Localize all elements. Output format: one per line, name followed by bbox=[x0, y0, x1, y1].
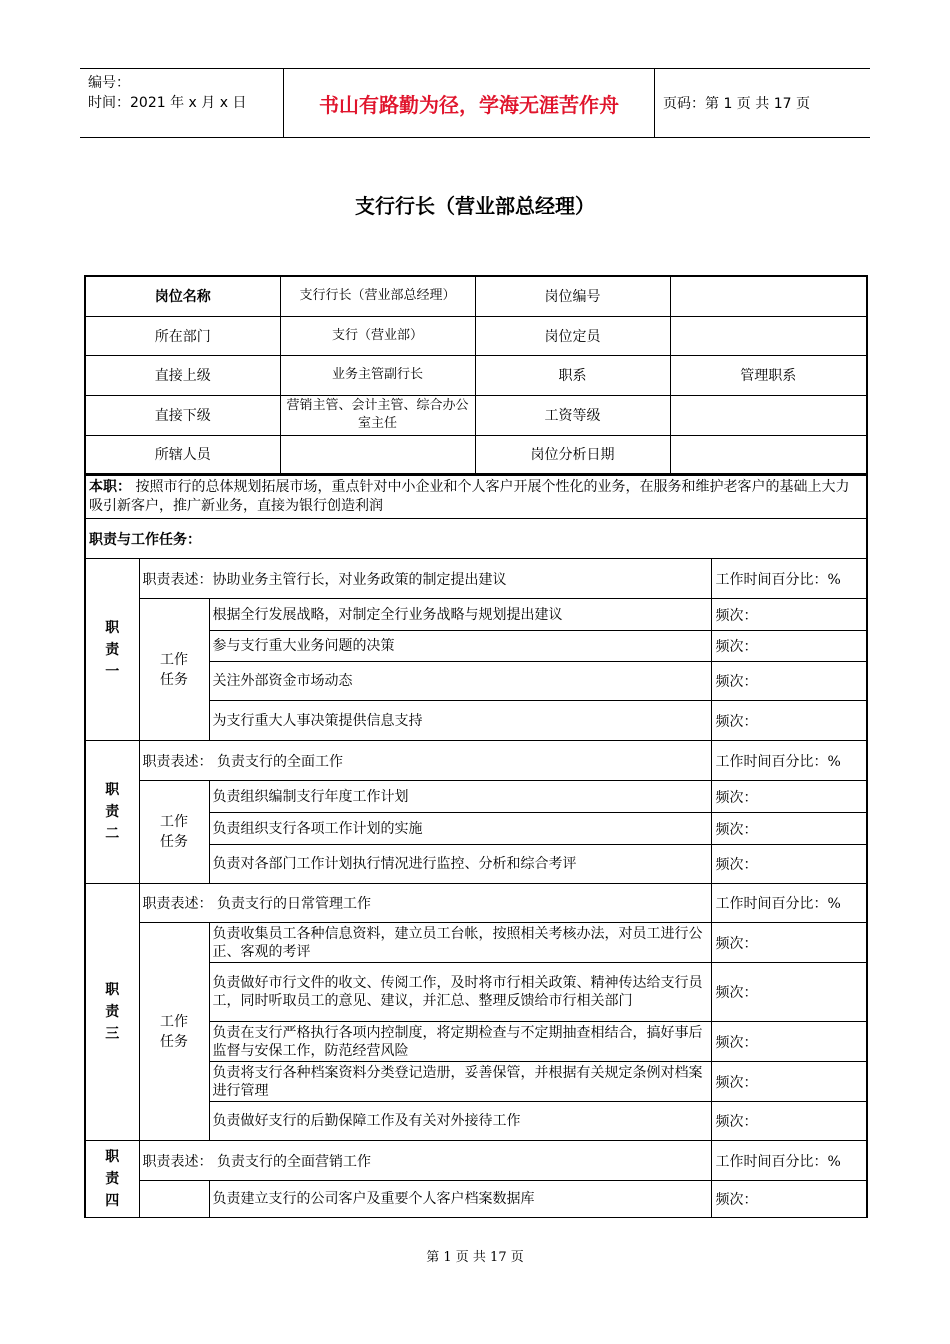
label-position-code: 岗位编号 bbox=[475, 276, 670, 316]
value-department: 支行（营业部） bbox=[280, 316, 475, 355]
label-direct-superior: 直接上级 bbox=[85, 355, 280, 395]
duty-3-task-label bbox=[139, 923, 209, 1141]
value-salary-grade bbox=[670, 395, 867, 435]
summary-row bbox=[85, 475, 867, 519]
doc-number-label: 编号： bbox=[88, 75, 130, 91]
duty-4-task-1: 负责建立支行的公司客户及重要个人客户档案数据库 bbox=[209, 1181, 711, 1218]
freq-label: 频次： bbox=[711, 1181, 867, 1218]
duty-2-name bbox=[85, 741, 139, 884]
duty-1-task-4: 为支行重大人事决策提供信息支持 bbox=[209, 701, 711, 741]
duty-4-label: 职责四 bbox=[105, 1149, 120, 1209]
freq-label: 频次： bbox=[711, 963, 867, 1022]
freq-label: 频次： bbox=[711, 845, 867, 884]
label-department: 所在部门 bbox=[85, 316, 280, 355]
freq-label: 频次： bbox=[711, 813, 867, 845]
duty-1-task-label bbox=[139, 599, 209, 741]
position-info-table bbox=[84, 275, 868, 475]
duty-1-name bbox=[85, 559, 139, 741]
task-row bbox=[85, 781, 867, 813]
summary-cell bbox=[85, 475, 867, 519]
duty-3-pct: 工作时间百分比：% bbox=[711, 884, 867, 923]
duty-3-statement: 职责表述： 负责支行的日常管理工作 bbox=[139, 884, 711, 923]
header-page-code: 页码：第 1 页 共 17 页 bbox=[663, 96, 810, 112]
label-staff: 所辖人员 bbox=[85, 435, 280, 474]
table-row bbox=[85, 395, 867, 435]
duty-1-statement: 职责表述：协助业务主管行长，对业务政策的制定提出建议 bbox=[139, 559, 711, 599]
header-motto: 书山有路勤为径，学海无涯苦作舟 bbox=[283, 69, 655, 137]
duty-4-statement: 职责表述： 负责支行的全面营销工作 bbox=[139, 1141, 711, 1181]
duty-statement-row bbox=[85, 1141, 867, 1181]
freq-label: 频次： bbox=[711, 1022, 867, 1062]
value-analysis-date bbox=[670, 435, 867, 474]
duty-2-task-3: 负责对各部门工作计划执行情况进行监控、分析和综合考评 bbox=[209, 845, 711, 884]
table-row bbox=[85, 316, 867, 355]
table-row bbox=[85, 435, 867, 474]
duties-header: 职责与工作任务： bbox=[85, 519, 867, 559]
duty-1-task-label-text: 工作任务 bbox=[160, 651, 188, 688]
duty-2-statement: 职责表述： 负责支行的全面工作 bbox=[139, 741, 711, 781]
duty-3-task-5: 负责做好支行的后勤保障工作及有关对外接待工作 bbox=[209, 1102, 711, 1141]
duty-3-label: 职责三 bbox=[105, 982, 120, 1042]
freq-label: 频次： bbox=[711, 662, 867, 701]
freq-label: 频次： bbox=[711, 781, 867, 813]
duties-header-row bbox=[85, 519, 867, 559]
duty-1-label: 职责一 bbox=[105, 619, 120, 680]
value-position-name: 支行行长（营业部总经理） bbox=[280, 276, 475, 316]
value-staff bbox=[280, 435, 475, 474]
doc-time-label: 时间：2021 年 x 月 x 日 bbox=[88, 95, 247, 111]
label-job-family: 职系 bbox=[475, 355, 670, 395]
summary-text: 按照市行的总体规划拓展市场，重点针对中小企业和个人客户开展个性化的业务，在服务和维护老客户的基础上大力吸引新客户，推广新业务，直接为银行创造利润 bbox=[89, 479, 850, 514]
duty-3-task-2: 负责做好市行文件的收文、传阅工作，及时将市行相关政策、精神传达给支行员工，同时听取员工的意见、建议，并汇总、整理反馈给市行相关部门 bbox=[209, 963, 711, 1022]
duty-4-task-label bbox=[139, 1181, 209, 1218]
duties-table bbox=[84, 474, 868, 1218]
label-headcount: 岗位定员 bbox=[475, 316, 670, 355]
duty-2-label: 职责二 bbox=[105, 782, 120, 842]
label-analysis-date: 岗位分析日期 bbox=[475, 435, 670, 474]
duty-2-task-2: 负责组织支行各项工作计划的实施 bbox=[209, 813, 711, 845]
duty-statement-row bbox=[85, 741, 867, 781]
task-row bbox=[85, 923, 867, 963]
freq-label: 频次： bbox=[711, 1062, 867, 1102]
label-direct-subordinates: 直接下级 bbox=[85, 395, 280, 435]
summary-label: 本职： bbox=[89, 479, 131, 495]
duty-3-name bbox=[85, 884, 139, 1141]
freq-label: 频次： bbox=[711, 701, 867, 741]
page-footer: 第 1 页 共 17 页 bbox=[426, 1250, 524, 1265]
freq-label: 频次： bbox=[711, 923, 867, 963]
table-row bbox=[85, 276, 867, 316]
duty-2-task-label-text: 工作任务 bbox=[160, 814, 188, 850]
freq-label: 频次： bbox=[711, 599, 867, 631]
duty-statement-row bbox=[85, 884, 867, 923]
duty-4-pct: 工作时间百分比：% bbox=[711, 1141, 867, 1181]
duty-3-task-label-text: 工作任务 bbox=[160, 1013, 188, 1050]
duty-2-task-label bbox=[139, 781, 209, 884]
freq-label: 频次： bbox=[711, 631, 867, 662]
value-job-family: 管理职系 bbox=[670, 355, 867, 395]
duty-3-task-4: 负责将支行各种档案资料分类登记造册，妥善保管，并根据有关规定条例对档案进行管理 bbox=[209, 1062, 711, 1102]
duty-4-name bbox=[85, 1141, 139, 1218]
duty-statement-row bbox=[85, 559, 867, 599]
freq-label: 频次： bbox=[711, 1102, 867, 1141]
duty-1-task-1: 根据全行发展战略，对制定全行业务战略与规划提出建议 bbox=[209, 599, 711, 631]
label-position-name: 岗位名称 bbox=[85, 276, 280, 316]
duty-1-task-2: 参与支行重大业务问题的决策 bbox=[209, 631, 711, 662]
value-headcount bbox=[670, 316, 867, 355]
duty-2-pct: 工作时间百分比：% bbox=[711, 741, 867, 781]
duty-3-task-3: 负责在支行严格执行各项内控制度，将定期检查与不定期抽查相结合，搞好事后监督与安保工作，防范经营风险 bbox=[209, 1022, 711, 1062]
value-direct-subordinates: 营销主管、会计主管、综合办公室主任 bbox=[280, 395, 475, 435]
task-row bbox=[85, 1181, 867, 1218]
page-title: 支行行长（营业部总经理） bbox=[355, 194, 595, 218]
task-row bbox=[85, 599, 867, 631]
duty-3-task-1: 负责收集员工各种信息资料，建立员工台帐，按照相关考核办法，对员工进行公正、客观的考评 bbox=[209, 923, 711, 963]
label-salary-grade: 工资等级 bbox=[475, 395, 670, 435]
table-row bbox=[85, 355, 867, 395]
header-left bbox=[88, 73, 246, 113]
value-position-code bbox=[670, 276, 867, 316]
page-header bbox=[80, 68, 870, 138]
duty-2-task-1: 负责组织编制支行年度工作计划 bbox=[209, 781, 711, 813]
duty-1-task-3: 关注外部资金市场动态 bbox=[209, 662, 711, 701]
duty-1-pct: 工作时间百分比：% bbox=[711, 559, 867, 599]
value-direct-superior: 业务主管副行长 bbox=[280, 355, 475, 395]
